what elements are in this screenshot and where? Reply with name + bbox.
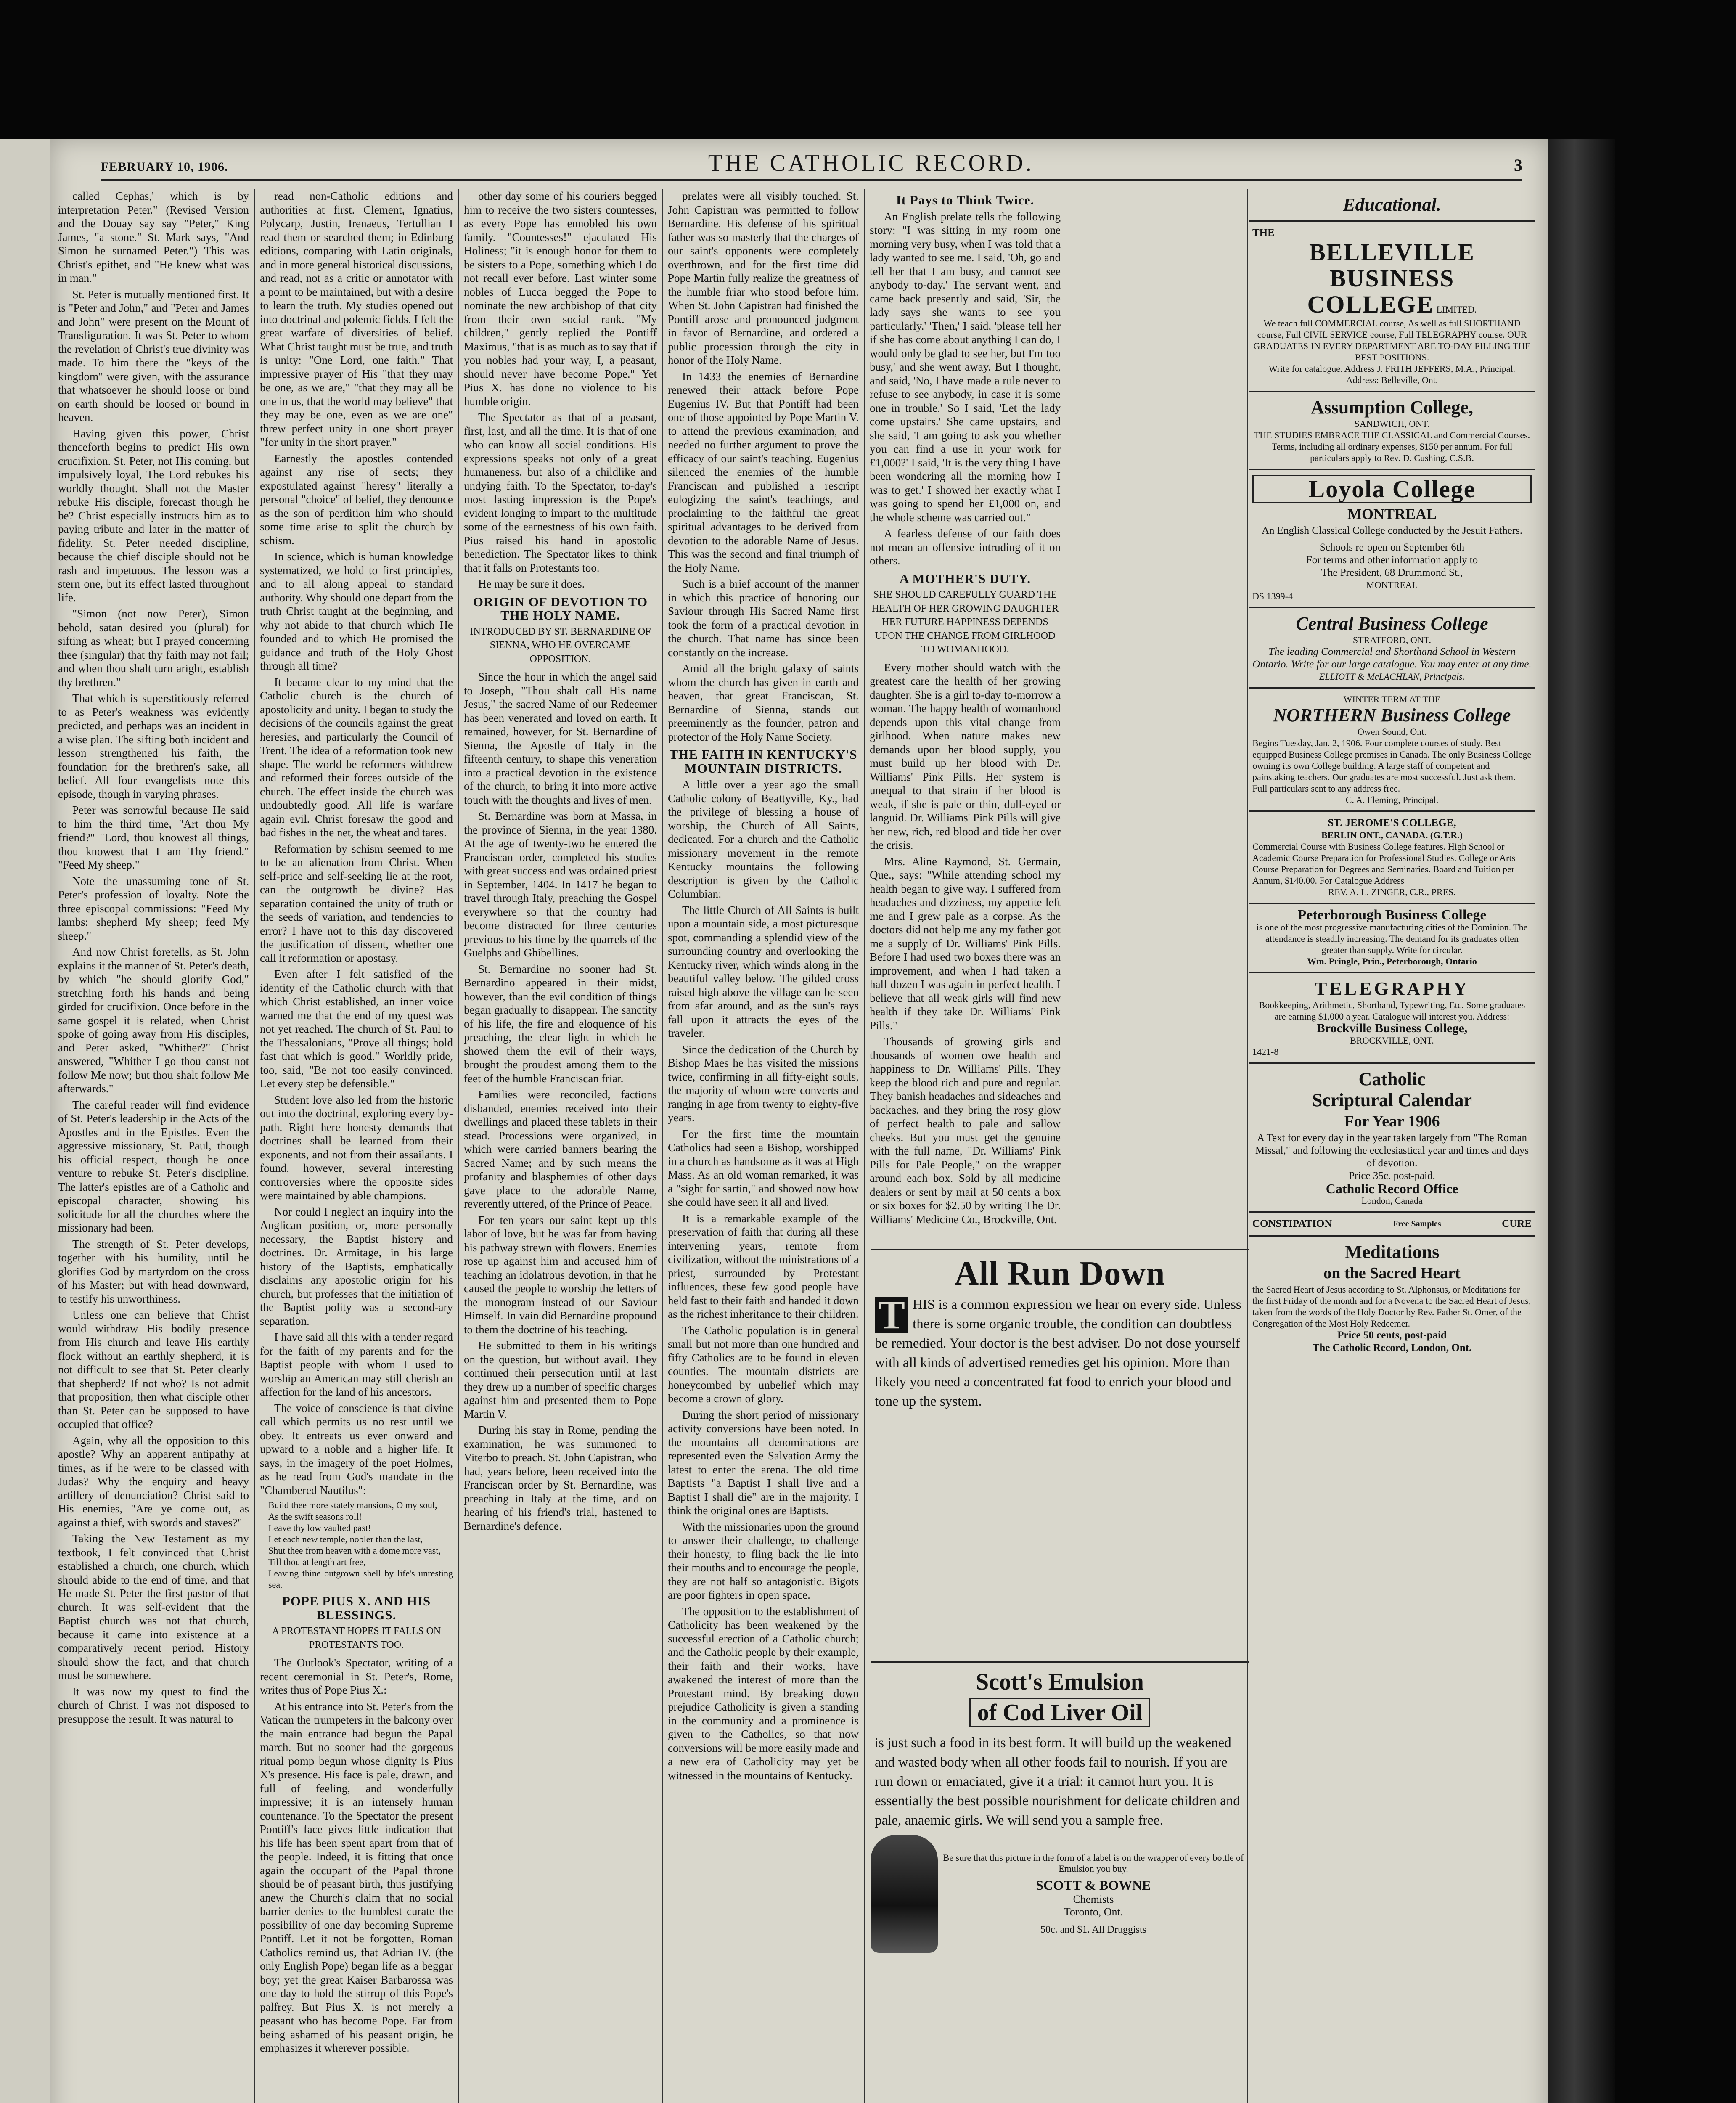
paragraph: It was now my quest to find the church of Christ. I was not disposed to presuppose the result. It was natural to (58, 1685, 249, 1725)
paragraph: Reformation by schism seemed to me to be an alienation from Christ. When self-price and self-seeking lie at the root, can the outgrowth be divine? Has separation contained the unity of truth or the seeds of variation, and tendencies to error? I have not to this day discovered the justification of dissent, whether one call it reformation or apostasy. (260, 842, 453, 964)
paragraph: He may be sure it does. (478, 577, 585, 590)
ad-headline: All Run Down (954, 1255, 1165, 1292)
ad-principal: C. A. Fleming, Principal. (1345, 795, 1439, 805)
ad-address: Write for catalogue. Address J. FRITH JEFFERS, M.A., Principal. Address: Belleville, Ont. (1268, 363, 1516, 385)
paragraph: Nor could I neglect an inquiry into the Anglican position, or, more personally necessary, the Baptist history and doctrines. Dr. Armitage, in his large history of the Baptists, emphatically disclaims any apostolic origin for his church, but professes that the initiation of the Baptist polity was a second-ary separation. (260, 1205, 453, 1327)
paragraph: Every mother should watch with the greatest care the health of her growing daughter. She is a girl to-day to-morrow a woman. The happy health of womanhood depends upon this vital change from girlhood. When nature makes new demands upon her blood supply, you must build up her blood with Dr. Williams' Pink Pills. Her system is unequal to that strain if her blood is weak, if she is pale or thin, dull-eyed or languid. Dr. Williams' Pink Pills will give her new, rich, red blood and tide her over the crisis. (870, 661, 1061, 851)
paragraph: Thousands of growing girls and thousands of women owe health and happiness to Dr. Williams' Pills. They keep the blood rich and pure and regular. They banish headaches and sideaches and backaches, and they bring the rosy glow of perfect health to pale and sallow cheeks. But you must get the genuine with the full name, "Dr. Williams' Pink Pills for Pale People," on the wrapper around each box. Sold by all medicine dealers or sent by mail at 50 cents a box or six boxes for $2.50 by writing The Dr. Williams' Medicine Co., Brockville, Ont. (870, 1035, 1061, 1226)
column-rule (458, 189, 459, 2103)
paragraph: Again, why all the opposition to this apostle? Why an apparent antipathy at times, as if he were to be classed with Judas? Why the enquiry and heavy artillery of denunciation? Christ said to His enemies, "Are ye come out, as against a thief, with swords and staves?" (58, 1434, 249, 1529)
paragraph: For the first time the mountain Catholics had seen a Bishop, worshipped in a church as handsome as it was at High Mass. As an old woman remarked, it was a "sight for sartin," and showed now how she could have seen it all and lived. (668, 1127, 859, 1208)
issue-date: FEBRUARY 10, 1906. (101, 160, 228, 174)
constipation-cure-ad (1249, 1213, 1535, 1237)
paragraph: It is a remarkable example of the preservation of faith that during all these intervening years, remote from civilization, without the ministrations of a priest, surrounded by Protestant influences, these few good people have held fast to their faith and handed it down as the richest inheritance to their children. (668, 1212, 859, 1320)
paragraph: Since the hour in which the angel said to Joseph, "Thou shalt call His name Jesus," the sacred Name of our Redeemer has been venerated and loved on earth. It remained, however, for St. Bernardine of Sienna, the Apostle of Italy in the fifteenth century, to shape this veneration into a practical devotion in the existence of the church, to bring it into more active touch with the thoughts and lives of men. (464, 670, 657, 806)
scotts-signoff (871, 1835, 1249, 1953)
ad-body: Commercial Course with Business College features. High School or Academic Course Preparation for Professional Studies. College or Arts Course Preparation for Degrees and Seminaries. Board and Tuition per Annum, $140.00. For Catalogue Address (1252, 841, 1516, 886)
educational-ads-column (1249, 189, 1535, 2103)
paragraph: With the missionaries upon the ground to answer their challenge, to challenge their honesty, to fling back the lie into their mouths and to encourage the people, they are not half so antagonistic. Bigots are poor fighters in open space. (668, 1520, 859, 1601)
column-rule (1247, 189, 1248, 2103)
article-column-5 (866, 189, 1064, 1249)
newspaper-page (50, 139, 1548, 2103)
paragraph: The strength of St. Peter develops, together with his humility, until he glorifies God by martyrdom on the cross of his Master; but with head downward, to testify his unworthiness. (58, 1237, 249, 1305)
paragraph: The little Church of All Saints is built upon a mountain side, a most picturesque spot, commanding a splendid view of the surrounding country and overlooking the Kentucky river, which winds along in the beautiful valley below. The gilded cross raised high above the village can be seen from afar around, and as the sun's rays fall upon it attracts the eyes of the traveler. (668, 903, 859, 1039)
ad-body: Begins Tuesday, Jan. 2, 1906. Four complete courses of study. Best equipped Business College premises in Canada. The only Business College owning its own College building. A large staff of competent and painstaking teachers. Our graduates are most successful. Just ask them. Full particulars sent to any address free. (1252, 738, 1532, 794)
ad-principals: ELLIOTT & McLACHLAN, Principals. (1319, 671, 1465, 682)
paragraph: The careful reader will find evidence of St. Peter's leadership in the Acts of the Apostles and in the Epistles. Even the aggressive missionary, St. Paul, though his official respect, though he once venture to rebuke St. Peter's discipline. The latter's epistles are of a Catholic and episcopal character, showing his solicitude for all the churches where the missionary had been. (58, 1098, 249, 1234)
paragraph: And now Christ foretells, as St. John explains it the manner of St. Peter's death, by which "he should glorify God," stretching forth his hands and being girded for crucifixion. Once before in the same gospel it is related, when Christ spoke of going away from His disciples, and Peter asked, "Whither?" Christ answered, "Whither I go thou canst not follow Me now; but thou shalt follow Me afterwards." (58, 946, 249, 1095)
paragraph: Such is a brief account of the manner in which this practice of honoring our Saviour through His Sacred Name first took the form of a practical devotion in the church. That name has since been constantly on the increase. (668, 577, 859, 659)
ad-cure: CURE (1502, 1218, 1532, 1229)
paragraph: Taking the New Testament as my textbook, I felt convinced that Christ established a church, one church, which should abide to the end of time, and that He made St. Peter the first pastor of that church. It was self-evident that the Baptist church was not that church, because it came into existence at a comparatively recent period. History should show the fact, and that church must be somewhere. (58, 1532, 249, 1682)
ad-line: BUSINESS (1329, 265, 1455, 292)
ad-price: Price 50 cents, post-paid (1337, 1330, 1447, 1341)
loyola-college-ad (1249, 470, 1535, 608)
paragraph: Even after I felt satisfied of the identity of the Catholic church with that which Christ established, an inner voice warned me that the end of my quest was not yet reached. The church of St. Paul to the Thessalonians, "Prove all things; hold fast that which is good." Worldly pride, too, said, "Be not too easily convinced. Let every step be defensible." (260, 968, 453, 1090)
ad-name: Central Business College (1296, 613, 1488, 634)
paragraph: Having given this power, Christ thenceforth begins to predict His own crucifixion. St. Peter, not His coming, but impulsively loyal, The Lord rebukes his worldly thought. Shall not the Master rebuke His disciple, forecast though he be? Christ especially instructs him as to paying tribute and later in the matter of fidelity. St. Peter needed discipline, because the chief disciple should not be rash and impetuous. The lesson was a stern one, but its effect lasted throughout life. (58, 427, 249, 604)
paragraph: Student love also led from the historic out into the doctrinal, exploring every by-path. Right here honesty demands that doctrines shall be learned from their exponents, and not from their assailants. I found, however, several interesting controversies where the opposite sides were maintained by able champions. (260, 1093, 453, 1202)
ad-line: Meditations (1344, 1242, 1440, 1262)
ad-line: Catholic (1358, 1069, 1426, 1089)
assumption-college-ad (1249, 392, 1535, 470)
book-binding-edge (1548, 139, 1615, 2103)
column-rule (662, 189, 663, 2103)
paragraph: Mrs. Aline Raymond, St. Germain, Que., says: "While attending school my health began to give way. I suffered from headaches and dizziness, my appetite left me and I grew pale as a corpse. As the doctors did not help me any my father got me a supply of Dr. Williams' Pink Pills. Before I had used two boxes there was an improvement, and when I had taken a half dozen I was again in perfect health. I believe that all weak girls will find new health if they take Dr. Williams' Pink Pills." (870, 855, 1061, 1032)
ad-body: is one of the most progressive manufacturing cities of the Dominion. The attendance is steadily increasing. The demand for its graduates often greater than supply. Write for circular. (1256, 922, 1528, 955)
paragraph: St. Bernardine no sooner had St. Bernardino appeared in their midst, however, than the evil condition of things began gradually to disappear. The sanctity of his life, the fire and eloquence of his preaching, the clear light in which he showed them the evil of their ways, brought the proudest among them to the feet of the humble Franciscan friar. (464, 962, 657, 1085)
belleville-college-ad (1249, 222, 1535, 392)
ad-headline: Scott's Emulsion (976, 1669, 1144, 1695)
st-jeromes-college-ad (1249, 812, 1535, 904)
ad-city: BROCKVILLE, ONT. (1350, 1035, 1434, 1046)
maker-role: Chemists (1073, 1893, 1114, 1905)
ad-the: THE (1252, 227, 1275, 238)
paragraph: The opposition to the establishment of Catholicity has been weakened by the successful erection of a Catholic church; and the Catholic people by their example, their faith and their works, have awakened the interest of more than the Protestant mind. By breaking down prejudice Catholicity is given a standing in the community and a prominence is given to the Catholics, so that now conversions will be more easily made and a new era of Catholicity may yet be witnessed in the mountains of Kentucky. (668, 1605, 859, 1782)
scotts-emulsion-ad (871, 1661, 1249, 1953)
central-business-college-ad (1249, 608, 1535, 689)
ad-city: SANDWICH, ONT. (1354, 418, 1430, 429)
telegraphy-ad (1249, 973, 1535, 1064)
ad-city: MONTREAL (1366, 580, 1418, 590)
ad-body (875, 1292, 1245, 1411)
ad-office: The Catholic Record, London, Ont. (1312, 1342, 1472, 1353)
article-headline: It Pays to Think Twice. (896, 193, 1035, 207)
ad-winter: WINTER TERM AT THE (1343, 694, 1441, 705)
paragraph: Earnestly the apostles contended against any rise of sects; they expostulated against "heresy" literally a personal "choice" of belief, they denounce as the son of perdition him who should some time arise to split the church by schism. (260, 452, 453, 547)
ad-name: Peterborough Business College (1297, 907, 1487, 923)
previous-page-edge (0, 139, 53, 2103)
ad-school: Brockville Business College, (1316, 1021, 1468, 1035)
paragraph: Since the dedication of the Church by Bishop Maes he has visited the missions twice, confirming in all fifty-eight souls, the majority of whom were converts and ranging in age from twenty to eighty-five years. (668, 1043, 859, 1124)
peterborough-business-college-ad (1249, 904, 1535, 973)
ad-city: BERLIN ONT., CANADA. (G.T.R.) (1321, 830, 1463, 840)
maker-city: Toronto, Ont. (1064, 1906, 1123, 1918)
ad-line: on the Sacred Heart (1323, 1264, 1461, 1282)
paragraph: St. Bernardine was born at Massa, in the province of Sienna, in the year 1380. At the age of twenty-two he entered the Franciscan order, completed his studies with great success and was ordained priest in September, 1404. In 1417 he began to travel through Italy, preaching the Gospel everywhere so that the country had become distracted for three centuries previous to his time by the quarrels of the Guelphs and Ghibellines. (464, 810, 657, 959)
ad-office: Catholic Record Office (1326, 1181, 1458, 1196)
paragraph: It became clear to my mind that the Catholic church is the church of apostolicity and unity. I began to study the decisions of the councils against the great heresies, and particularly the Council of Trent. The idea of a reformation took new shape. The world be reformers withdrew and reformed their forces outside of the church. The effect inside the church was undoubtedly good. All life is warfare again evil. Christ foresaw the good and bad fishes in the net, the wheat and tares. (260, 675, 453, 839)
paragraph: The Catholic population is in general small but not more than one hundred and fifty Catholics are to be found in eleven counties. The mountain districts are honeycombed by unbelief which may become a crown of glory. (668, 1324, 859, 1405)
ad-code: DS 1399-4 (1252, 591, 1293, 601)
paragraph: prelates were all visibly touched. St. John Capistran was permitted to follow Bernardine. His defense of his spiritual father was so masterly that the charges of our saint's opponents were completely overthrown, and for the first time did Pope Martin fully realize the greatness of the humble friar who stood before him. When St. John Capistran had finished the Pontiff arose and pronounced judgment in favor of Bernardine, and ordered a public procession through the city in honor of the Holy Name. (668, 190, 859, 366)
article-headline: ORIGIN OF DEVOTION TO THE HOLY NAME. (473, 594, 648, 622)
paragraph: Families were reconciled, factions disbanded, enemies received into their dwellings and placed these tablets in their stead. Processions were organized, in which were carried banners bearing the Sacred Name; and by such means the profanity and blasphemies of other days gave place to the adorable Name, reverently uttered, of the Prince of Peace. (464, 1088, 657, 1210)
paragraph: St. Peter is mutually mentioned first. It is "Peter and John," and "Peter and James and John" were present on the Mount of Transfiguration. It was St. Peter to whom the revelation of Christ's true divinity was made. To him there the "keys of the kingdom" were given, with the assurance that whatsoever he should loose or bind on earth should be loosed or bound in heaven. (58, 288, 249, 424)
article-subheadline: A PROTESTANT HOPES IT FALLS ON PROTESTANTS TOO. (272, 1626, 441, 1650)
article-column-1 (55, 189, 252, 2103)
article-headline: THE FAITH IN KENTUCKY'S MOUNTAIN DISTRICTS. (669, 747, 857, 776)
ad-limited: LIMITED. (1436, 304, 1477, 315)
article-subheadline: SHE SHOULD CAREFULLY GUARD THE HEALTH OF HER GROWING DAUGHTER HER FUTURE HAPPINESS DEPENDS UPON THE CHANGE FROM GIRLHOOD TO WOMANHOOD. (871, 589, 1059, 655)
article-column-3 (460, 189, 660, 2103)
paragraph: I have said all this with a tender regard for the faith of my parents and for the Baptist people with whom I used to worship an American may still cherish an affection for the land of his ancestors. (260, 1331, 453, 1398)
paragraph: other day some of his couriers begged him to receive the two sisters countesses, as every Pope has ennobled his own family. "Countesses!" ejaculated His Holiness; "it is enough honor for them to be sisters to a Pope, something which I do not recall ever before. Last winter some nobles of Lucca begged the Pope to nominate the new archbishop of that city from their own social rank. "My children," gently replied the Pontiff Maximus, "that is as much as to say that if you nobles had your way, I, a peasant, should never have become Pope." Yet Pius X. has done no violence to his humble origin. (464, 190, 657, 408)
paragraph: In science, which is human knowledge systematized, we hold to first principles, and to all along appeal to standard authority. Why should one depart from the truth Christ taught at the beginning, and why not abide to that church which He founded and to which He promised the guidance and truth of the Holy Ghost through all time? (260, 550, 453, 672)
paragraph: read non-Catholic editions and authorities at first. Clement, Ignatius, Polycarp, Justin, Irenaeus, Tertullian I read them or searched them; in Edinburg editions, comparing with Latin originals, and in more general historical discussions, and read, not as a critic or annotator with a point to be maintained, but with a desire to learn the truth. My studies opened out into doctrinal and polemic fields. I felt the great warfare of diversities of belief. What Christ taught must be true, and truth is unity: "One Lord, one faith." That impressive prayer of His "that they may be one, as we are," "that they may all be one in us, that the world may believe" that they may be one, even as we are one" threw perfect unity in one short prayer "for unity in the short prayer." (260, 190, 453, 448)
page-number: 3 (1514, 156, 1522, 175)
educational-header (1249, 189, 1535, 222)
masthead (101, 150, 1522, 181)
fisherman-trademark-icon (871, 1835, 938, 1953)
column-rule (864, 189, 865, 2103)
paragraph: An English prelate tells the following story: "I was sitting in my room one morning very busy, when I was told that a lady wanted to see me. I said, 'Oh, go and tell her that I am busy, and cannot see anybody to-day.' The servant went, and came back presently and said, 'Sir, the lady says she wants to see you particularly.' 'Then,' I said, 'please tell her if she has come about anything I can do, I would only be glad to see her, but I'm too busy,' and she went away. But I thought, and said, 'No, I have made a rule never to refuse to see anybody, in case it is some one in trouble.' So I said, 'Let the lady come upstairs.' She came upstairs, and she said, 'I am going to ask you whether you can find a use in your work for £1,000?' I said, 'It is the very thing I have been wondering all the morning how I was to get.' I showed her exactly what I was going to spend her £1,000 on, and the whole scheme was carried out." (870, 210, 1061, 524)
paragraph: A little over a year ago the small Catholic colony of Beattyville, Ky., had the privilege of blessing a house of worship, the Church of All Saints, dedicated. For a church and the Catholic missionary movement in the remote Kentucky mountains the following description is given by the Catholic Columbian: (668, 778, 859, 900)
ad-name: Assumption College, (1310, 397, 1474, 418)
paragraph: During his stay in Rome, pending the examination, he was summoned to Viterbo to preach. St. John Capistran, who had, years before, been received into the Franciscan order by St. Bernardine, was preaching in Italy at the time, and on hearing of his friend's trial, hastened to Bernardine's defence. (464, 1424, 657, 1532)
maker-name: SCOTT & BOWNE (1036, 1878, 1151, 1893)
price: 50c. and $1. All Druggists (1040, 1924, 1146, 1935)
paragraph: He submitted to them in his writings on the question, but without avail. They continued their persecution until at last they drew up a number of specific charges against him and presented them to Pope Martin V. (464, 1339, 657, 1420)
paragraph: During the short period of missionary activity conversions have been noted. In the mountains all denominations are represented even the Salvation Army the latest to enter the arena. The old time Baptists "a Baptist I shall live and a Baptist I shall die" are in the majority. I think the original ones are Baptists. (668, 1408, 859, 1517)
ad-body: THE STUDIES EMBRACE THE CLASSICAL and Commercial Courses. Terms, including all ordinary expenses, $150 per annum. For full particulars apply to Rev. D. Cushing, C.S.B. (1254, 430, 1530, 463)
paragraph: "Simon (not now Peter), Simon behold, satan desired you (plural) for sifting as wheat; but I prayed concerning thee (singular) that thy faith may not fail; and when thou shalt turn aright, establish thy brethren." (58, 607, 249, 689)
northern-business-college-ad (1249, 689, 1535, 812)
ad-line: BELLEVILLE (1309, 238, 1475, 266)
ad-body: An English Classical College conducted by the Jesuit Fathers. (1261, 525, 1523, 536)
ad-terms: For terms and other information apply to (1306, 554, 1478, 566)
column-rule (254, 189, 255, 2103)
ad-principal: Wm. Pringle, Prin., Peterborough, Ontario (1307, 956, 1477, 967)
paragraph: Peter was sorrowful because He said to him the third time, "Art thou My friend?" "Lord, thou knowest all things, thou knowest that I am Thy friend." "Feed My sheep." (58, 804, 249, 871)
article-headline: POPE PIUS X. AND HIS BLESSINGS. (282, 1594, 431, 1622)
paragraph: The Outlook's Spectator, writing of a recent ceremonial in St. Peter's, Rome, writes thus of Pope Pius X.: (260, 1656, 453, 1696)
ad-name: ST. JEROME'S COLLEGE, (1328, 817, 1456, 829)
poem: Build thee more stately mansions, O my soul, As the swift seasons roll! Leave thy low vaulted past! Let each new temple, nobler than the last, Shut thee from heaven with a dome more vast, Till thou at length art free, Leaving thine outgrown shell by life's unresting sea. (268, 1500, 453, 1590)
ad-name: TELEGRAPHY (1314, 978, 1470, 999)
ad-city: Owen Sound, Ont. (1358, 726, 1426, 737)
paragraph: For ten years our saint kept up this labor of love, but he was far from having his pathway strewn with flowers. Enemies rose up against him and accused him of teaching an idolatrous devotion, in that he caused the people to worship the letters of the monogram instead of our Saviour Himself. In vain did Bernardine propound to them the doctrine of his teaching. (464, 1213, 657, 1336)
ad-president: REV. A. L. ZINGER, C.R., PRES. (1328, 887, 1456, 897)
ad-body: We teach full COMMERCIAL course, As well as full SHORTHAND course, Full CIVIL SERVICE course, Full TELEGRAPHY course. OUR GRADUATES IN EVERY DEPARTMENT ARE TO-DAY FILLING THE BEST POSITIONS. (1253, 318, 1531, 363)
newspaper-title: THE CATHOLIC RECORD. (708, 150, 1034, 176)
meditations-ad (1249, 1237, 1535, 1359)
ad-line: Scriptural Calendar (1312, 1090, 1472, 1110)
paragraph: In 1433 the enemies of Bernardine renewed their attack before Pope Eugenius IV. But that Pontiff had been one of those appointed by Pope Martin V. to attend the previous examination, and needed no further argument to prove the efficacy of our saint's teaching. Eugenius silenced the enemies of the humble Franciscan and published a rescript eulogizing the saint's teachings, and proclaiming to the faithful the great spiritual advantages to be derived from devotion to the adorable Name of Jesus. This was the second and final triumph of the Holy Name. (668, 370, 859, 574)
ad-name: NORTHERN Business College (1273, 705, 1511, 726)
paragraph: Unless one can believe that Christ would withdraw His bodily presence from His church and leave His earthly flock without an earthly shepherd, it is not difficult to see that St. Peter clearly that shepherd? If not who? Is not admit that proposition, then what disciple other than St. Peter can be supposed to have occupied that office? (58, 1308, 249, 1430)
dropcap: T (875, 1297, 908, 1333)
ad-note: Be sure that this picture in the form of a label is on the wrapper of every bottle of Emulsion you buy. (943, 1852, 1244, 1874)
article-column-2 (257, 189, 456, 2103)
ad-price: Price 35c. post-paid. (1349, 1170, 1435, 1181)
ad-body: A Text for every day in the year taken largely from "The Roman Missal," and following the ecclesiastical year and times and days of devotion. (1255, 1132, 1529, 1169)
ad-president: The President, 68 Drummond St., (1321, 567, 1463, 578)
paragraph: At his entrance into St. Peter's from the Vatican the trumpeters in the balcony over the main entrance had begun the Papal march. But no sooner had the gorgeous ritual pomp begun whose dignity is Pius X's presence. His face is pale, drawn, and full of feeling, and wonderfully impressive; it is an intensely human countenance. To the Spectator the present Pontiff's face gives little indication that his life has been spent apart from that of the people. Indeed, it is fitting that once again the occupant of the Papal throne should be of peasant birth, thus justifying anew the Church's claim that no social barrier denies to the humblest curate the possibility of one day becoming Supreme Pontiff. Let it not be forgotten, Roman Catholics remind us, that Adrian IV. (the only English Pope) began life as a beggar boy; yet the great Kaiser Barbarossa was one day to hold the stirrup of this Pope's palfrey. But Pius X. is not merely a peasant who has become Pope. Far from being ashamed of his peasant origin, he emphasizes it wherever possible. (260, 1700, 453, 2054)
article-column-4 (664, 189, 862, 2103)
ad-samples: Free Samples (1392, 1219, 1441, 1229)
paragraph: That which is superstitiously referred to as Peter's weakness was evidently predicted, and perhaps was an incident in a wise plan. The sifting both incident and lesson strengthened his faith, the foundation for the brethren's sake, all belief. All four evangelists note this episode, though in varying phrases. (58, 692, 249, 800)
ad-name: Loyola College (1252, 475, 1532, 503)
all-run-down-ad (871, 1249, 1249, 1414)
ad-body: is just such a food in its best form. It will build up the weakened and wasted body when all other foods fail to nourish. If you are run down or emaciated, give it a trial: it cannot hurt you. It is essentially the best possible nourishment for delicate children and pale, anaemic girls. We will send you a sample free. (875, 1735, 1240, 1828)
ad-city: STRATFORD, ONT. (1352, 635, 1431, 645)
ad-city: London, Canada (1361, 1195, 1423, 1206)
article-headline: A MOTHER'S DUTY. (900, 571, 1031, 586)
ad-line: For Year 1906 (1344, 1112, 1440, 1130)
ad-code: 1421-8 (1252, 1046, 1279, 1057)
paragraph: Amid all the bright galaxy of saints whom the church has given in earth and heaven, that great Franciscan, St. Bernardine of Sienna, stands out preeminently as the founder, patron and protector of the Holy Name Society. (668, 662, 859, 743)
paragraph: called Cephas,' which is by interpretation Peter." (Revised Version and the Douay say say "Peter," King James, "a stone." St. Mark says, "And Simon he surnamed Peter.") This was Christ's epithet, and "He knew what was in man." (58, 190, 249, 284)
paragraph: Note the unassuming tone of St. Peter's profession of loyalty. Note the three episcopal commissions: "Feed My lambs; shepherd My sheep; feed My sheep." (58, 874, 249, 942)
ad-line: COLLEGE (1307, 291, 1434, 318)
ad-reopen: Schools re-open on September 6th (1319, 542, 1465, 553)
scriptural-calendar-ad (1249, 1064, 1535, 1213)
ad-body: The leading Commercial and Shorthand School in Western Ontario. Write for our large catalogue. You may enter at any time. (1252, 646, 1532, 670)
ad-headline: of Cod Liver Oil (969, 1698, 1151, 1727)
ad-body: the Sacred Heart of Jesus according to St. Alphonsus, or Meditations for the first Friday of the month and for a Novena to the Sacred Heart of Jesus, taken from the words of the Holy Doctor by Rev. Father St. Omer, of the Congregation of the Most Holy Redeemer. (1252, 1284, 1531, 1329)
section-heading: Educational. (1343, 194, 1441, 215)
ad-city: MONTREAL (1347, 506, 1437, 522)
article-subheadline: INTRODUCED BY ST. BERNARDINE OF SIENNA, WHO HE OVERCAME OPPOSITION. (470, 626, 651, 665)
ad-body: Bookkeeping, Arithmetic, Shorthand, Typewriting, Etc. Some graduates are earning $1,000 a year. Catalogue will interest you. Address: (1259, 1000, 1525, 1022)
ad-label: CONSTIPATION (1252, 1218, 1332, 1229)
ad-body-text: HIS is a common expression we hear on every side. Unless there is some organic trouble, the condition can doubtless be remedied. Your doctor is the best adviser. Do not dose yourself with all kinds of advertised remedies get his opinion. More than likely you need a concentrated fat food to enrich your blood and tone up the system. (875, 1297, 1241, 1409)
paragraph: A fearless defense of our faith does not mean an offensive intruding of it on others. (870, 527, 1061, 567)
paragraph: The Spectator as that of a peasant, first, last, and all the time. It is that of one who can know all social conditions. His expressions speaks not only of a great humaneness, but also of a childlike and undying faith. To the Spectator, to-day's most lasting impression is the Pope's evident longing to impart to the multitude some of the earnestness of his own faith. Pius raised his hand in apostolic benediction. The Spectator likes to think that it falls on Protestants too. (464, 411, 657, 574)
paragraph: The voice of conscience is that divine call which permits us no rest until we obey. It entreats us ever onward and upward to a noble and a higher life. It says, in the imagery of the poet Holmes, as he read from God's mandate in the "Chambered Nautilus": (260, 1401, 453, 1496)
